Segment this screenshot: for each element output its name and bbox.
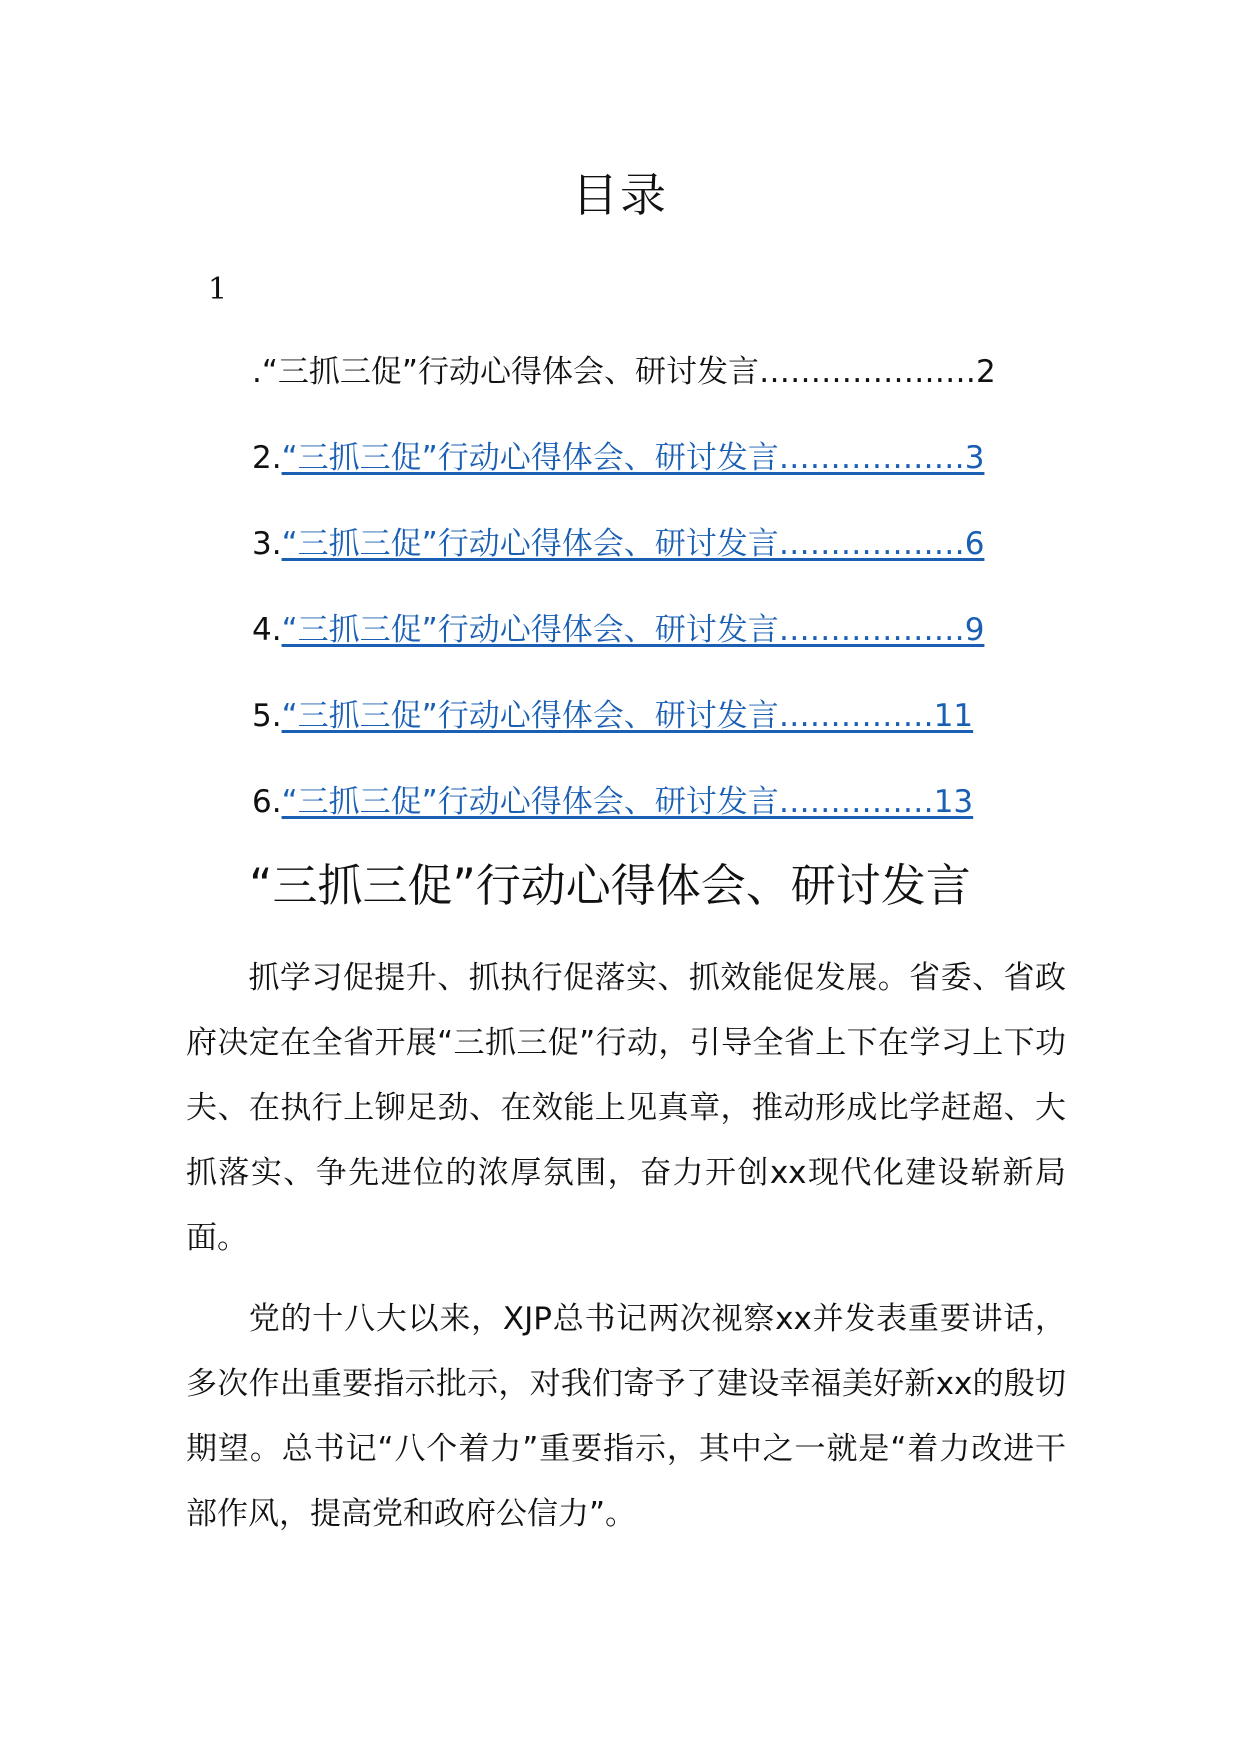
toc-entry-5 [252, 694, 1052, 780]
toc-entry-number: 6. [252, 784, 282, 820]
toc-entry-number: 3. [252, 526, 282, 562]
article-paragraph-text: 党的十八大以来，XJP总书记两次视察xx并发表重要讲话，多次作出重要指示批示，对我们寄予了建设幸福美好新xx的殷切期望。总书记“八个着力”重要指示，其中之一就是“着力改进干部作风，提高党和政府公信力”。 [186, 1301, 1066, 1532]
toc-entry-link[interactable]: “三抓三促”行动心得体会、研讨发言………………3 [281, 440, 985, 476]
toc-entry-2 [252, 436, 1052, 522]
toc-entry-number: 5. [252, 698, 282, 734]
article-paragraph-1 [186, 946, 1066, 1271]
toc-entry-4 [252, 608, 1052, 694]
toc-entry-1 [252, 350, 1052, 436]
toc-entry-3 [252, 522, 1052, 608]
toc-entry-link[interactable]: “三抓三促”行动心得体会、研讨发言………………9 [281, 612, 985, 648]
toc-entry-link[interactable]: “三抓三促”行动心得体会、研讨发言………………6 [281, 526, 985, 562]
toc-title: 目录 [572, 168, 668, 222]
toc-entry-6 [252, 780, 1052, 866]
toc-entry-number: 2. [252, 440, 282, 476]
toc-entry-link[interactable]: “三抓三促”行动心得体会、研讨发言……………11 [281, 698, 974, 734]
toc-entry-link[interactable]: “三抓三促”行动心得体会、研讨发言……………13 [281, 784, 974, 820]
toc-entry-number: 4. [252, 612, 282, 648]
article-paragraph-2 [186, 1287, 1066, 1547]
table-of-contents [252, 350, 1052, 866]
toc-entry-text: .“三抓三促”行动心得体会、研讨发言…………………2 [252, 354, 996, 390]
article-title: “三抓三促”行动心得体会、研讨发言 [249, 859, 971, 912]
article-paragraph-text: 抓学习促提升、抓执行促落实、抓效能促发展。省委、省政府决定在全省开展“三抓三促”行动，引导全省上下在学习上下功夫、在执行上铆足劲、在效能上见真章，推动形成比学赶超、大抓落实、争先进位的浓厚氛围，奋力开创xx现代化建设崭新局面。 [186, 960, 1066, 1256]
page-number-marker: 1 [208, 272, 228, 307]
